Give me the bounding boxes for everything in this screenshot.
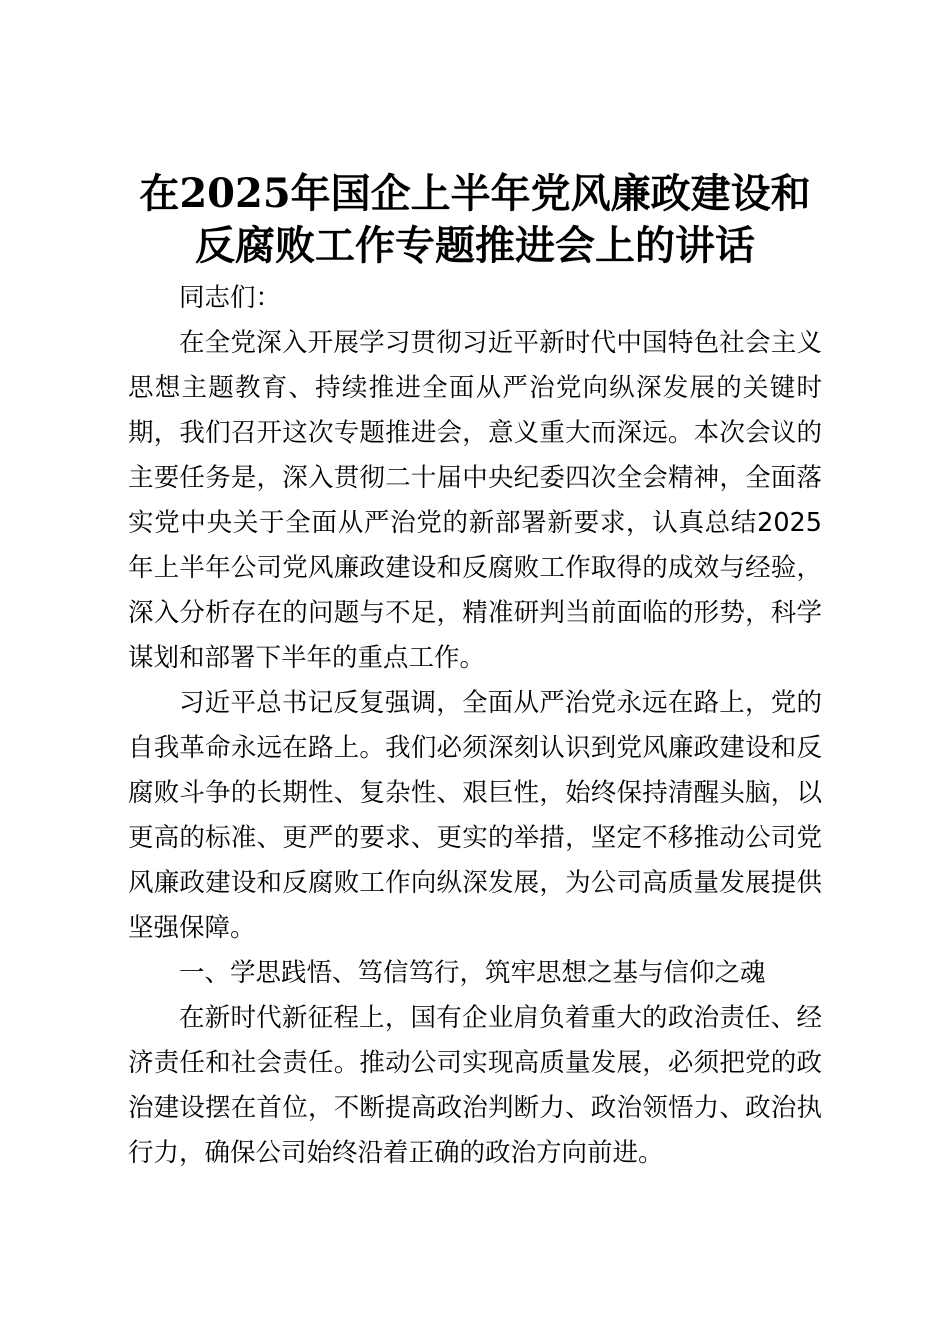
title-line-2: 反腐败工作专题推进会上的讲话 [195,222,755,269]
paragraph-emphasis: 习近平总书记反复强调，全面从严治党永远在路上，党的自我革命永远在路上。我们必须深刻认识到党风廉政建设和反腐败斗争的长期性、复杂性、艰巨性，始终保持清醒头脑，以更高的标准、更严的要求、更实的举措，坚定不移推动公司党风廉政建设和反腐败工作向纵深发展，为公司高质量发展提供坚强保障。 [128,688,822,943]
document-body [128,272,822,1176]
section-paragraph: 在新时代新征程上，国有企业肩负着重大的政治责任、经济责任和社会责任。推动公司实现高质量发展，必须把党的政治建设摆在首位，不断提高政治判断力、政治领悟力、政治执行力，确保公司始终沿着正确的政治方向前进。 [128,1003,822,1168]
salutation: 同志们： [179,283,282,313]
paragraph-intro: 在全党深入开展学习贯彻习近平新时代中国特色社会主义思想主题教育、持续推进全面从严治党向纵深发展的关键时期，我们召开这次专题推进会，意义重大而深远。本次会议的主要任务是，深入贯彻二十届中央纪委四次全会精神，全面落实党中央关于全面从严治党的新部署新要求，认真总结2025年上半年公司党风廉政建设和反腐败工作取得的成效与经验，深入分析存在的问题与不足，精准研判当前面临的形势，科学谋划和部署下半年的重点工作。 [128,328,822,673]
title-line-1: 在2025年国企上半年党风廉政建设和 [139,170,811,217]
document-title [120,168,830,272]
section-heading: 一、学思践悟、笃信笃行，筑牢思想之基与信仰之魂 [179,958,766,988]
